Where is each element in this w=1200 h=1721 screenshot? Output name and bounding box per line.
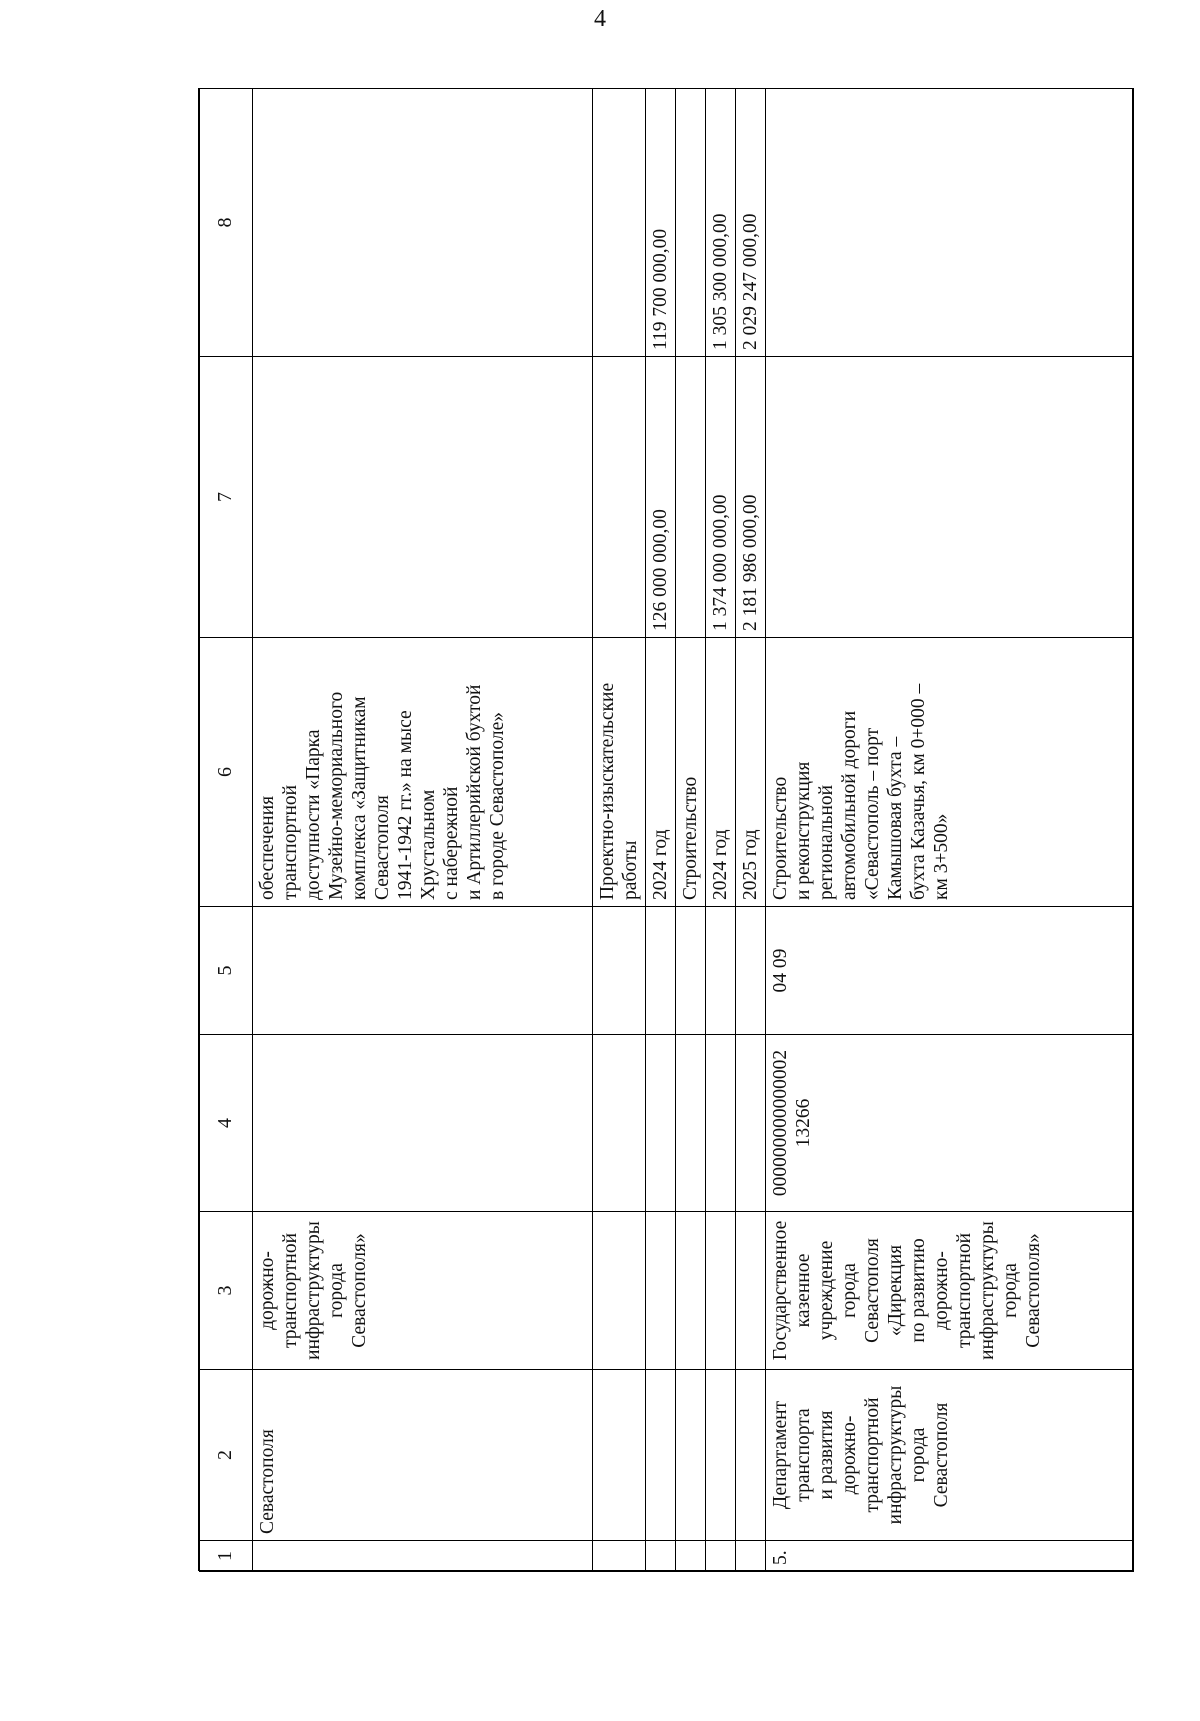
table-row xyxy=(645,89,675,1572)
col-header-3: 3 xyxy=(200,1212,253,1370)
table-row xyxy=(675,89,705,1572)
table-row xyxy=(592,89,645,1572)
design-year-label: 2024 год xyxy=(645,638,675,907)
construction-year-label: 2024 год xyxy=(705,638,735,907)
row-a-col3: дорожно- транспортной инфраструктуры города Севастополя» xyxy=(252,1212,592,1370)
construction-amount-col8: 1 305 300 000,00 xyxy=(705,89,735,357)
row5-section: 04 09 xyxy=(765,907,1133,1035)
row-a-col7 xyxy=(252,357,592,638)
col-header-2: 2 xyxy=(200,1370,253,1541)
table-row xyxy=(252,89,592,1572)
table-row xyxy=(765,89,1133,1572)
col-header-5: 5 xyxy=(200,907,253,1035)
row5-col8 xyxy=(765,89,1133,357)
table-row xyxy=(705,89,735,1572)
col-header-1: 1 xyxy=(200,1541,253,1572)
row5-institution: Государственное казенное учреждение города Севастополя «Дирекция по развитию дорожно- транспортной инфраструктуры города Севастополя» xyxy=(765,1212,1133,1370)
construction-amount-col7: 1 374 000 000,00 xyxy=(705,357,735,638)
row5-number: 5. xyxy=(765,1541,1133,1572)
row-a-col4 xyxy=(252,1035,592,1212)
construction-amount-col7: 2 181 986 000,00 xyxy=(735,357,765,638)
row-a-col6: обеспечения транспортной доступности «Парка Музейно-мемориального комплекса «Защитникам Севастополя 1941-1942 гг.» на мысе Хрустальном с набережной и Артиллерийской бухтой в городе Севастополе» xyxy=(252,638,592,907)
header-row xyxy=(200,89,253,1572)
row-a-col5 xyxy=(252,907,592,1035)
col-header-4: 4 xyxy=(200,1035,253,1212)
budget-table xyxy=(198,88,1133,1571)
construction-label: Строительство xyxy=(675,638,705,907)
construction-year-label: 2025 год xyxy=(735,638,765,907)
row-a-col8 xyxy=(252,89,592,357)
row5-col7 xyxy=(765,357,1133,638)
construction-amount-col8: 2 029 247 000,00 xyxy=(735,89,765,357)
col-header-8: 8 xyxy=(200,89,253,357)
row-a-col1 xyxy=(252,1541,592,1572)
row5-object: Строительство и реконструкция региональной автомобильной дороги «Севастополь – порт Камышовая бухта – бухта Казачья, км 0+000 – км 3+500» xyxy=(765,638,1133,907)
row-a-col2: Севастополя xyxy=(252,1370,592,1541)
design-works-label: Проектно-изыскательские работы xyxy=(592,638,645,907)
row5-code: 000000000000002 13266 xyxy=(765,1035,1133,1212)
row5-department: Департамент транспорта и развития дорожно- транспортной инфраструктуры города Севастополя xyxy=(765,1370,1133,1541)
design-amount-col8: 119 700 000,00 xyxy=(645,89,675,357)
design-amount-col7: 126 000 000,00 xyxy=(645,357,675,638)
col-header-6: 6 xyxy=(200,638,253,907)
table-row xyxy=(735,89,765,1572)
col-header-7: 7 xyxy=(200,357,253,638)
page-number: 4 xyxy=(594,6,606,32)
